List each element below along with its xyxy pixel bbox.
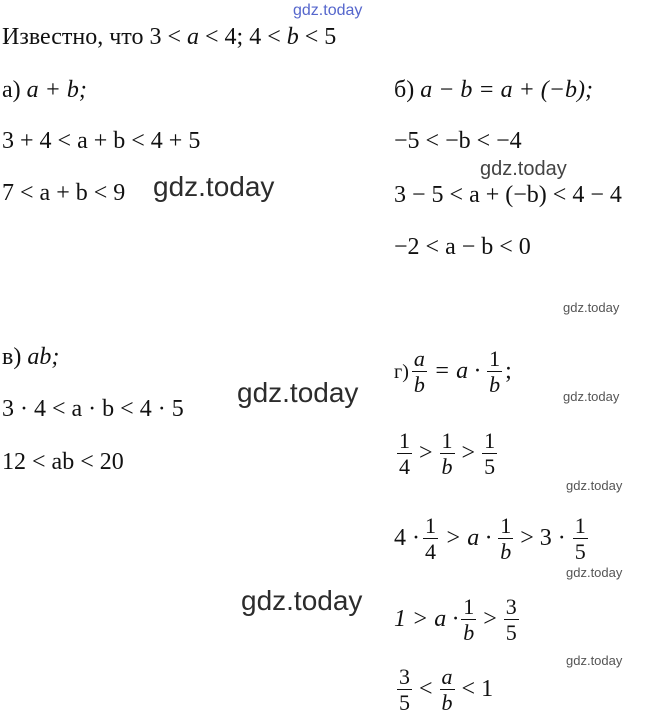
watermark-top: gdz.today <box>293 2 363 19</box>
var-b: b <box>286 24 299 50</box>
part-a-expr: a + b; <box>26 77 87 103</box>
fraction <box>498 514 513 563</box>
part-b-line-2: 3 − 5 < a + (−b) < 4 − 4 <box>394 182 622 208</box>
fraction-denominator: 5 <box>399 690 410 716</box>
fraction-denominator: b <box>489 372 501 398</box>
fraction <box>423 514 438 563</box>
fraction-numerator: 1 <box>441 428 453 453</box>
fraction-numerator: 1 <box>484 428 496 453</box>
fraction <box>412 347 427 396</box>
fraction-numerator: 1 <box>463 594 475 619</box>
part-a-line-2: 7 < a + b < 9 <box>2 180 126 206</box>
part-a-line-1: 3 + 4 < a + b < 4 + 5 <box>2 128 201 154</box>
part-v-label: в) <box>2 344 28 370</box>
expr-prefix: 1 > a · <box>394 606 459 633</box>
watermark: gdz.today <box>566 565 623 580</box>
operator: > 3 · <box>520 525 566 552</box>
part-b-line-1: −5 < −b < −4 <box>394 128 522 154</box>
watermark: gdz.today <box>241 585 363 616</box>
watermark: gdz.today <box>480 158 567 180</box>
part-g-label: г) <box>394 361 409 383</box>
fraction-denominator: b <box>500 539 512 565</box>
part-v-line-1: 3 · 4 < a · b < 4 · 5 <box>2 396 184 422</box>
semicolon: ; <box>505 358 512 385</box>
operator: = a · <box>433 358 481 385</box>
watermark: gdz.today <box>563 300 620 315</box>
part-a-heading <box>2 78 87 102</box>
fraction <box>397 665 412 714</box>
watermark: gdz.today <box>566 478 623 493</box>
fraction-numerator: a <box>413 346 425 371</box>
statement-prefix: Известно, что 3 < <box>2 24 188 50</box>
fraction <box>461 595 476 644</box>
operator: < 1 <box>461 676 494 703</box>
fraction-denominator: b <box>463 620 475 646</box>
fraction-numerator: 3 <box>399 664 410 689</box>
part-g-line-5 <box>394 665 497 714</box>
fraction-denominator: 5 <box>484 454 496 480</box>
fraction-numerator: 1 <box>500 513 512 538</box>
watermark: gdz.today <box>566 653 623 668</box>
fraction <box>440 665 455 714</box>
fraction-numerator: 1 <box>425 513 436 538</box>
fraction-numerator: 3 <box>505 594 517 619</box>
statement-end: < 5 <box>298 24 337 50</box>
fraction-denominator: b <box>441 690 453 716</box>
fraction <box>397 429 412 478</box>
part-b-heading <box>394 78 593 102</box>
fraction <box>504 595 519 644</box>
fraction-numerator: a <box>441 664 453 689</box>
part-b-line-3: −2 < a − b < 0 <box>394 234 531 260</box>
fraction-numerator: 1 <box>489 346 501 371</box>
fraction-denominator: b <box>441 454 453 480</box>
part-v-line-2: 12 < ab < 20 <box>2 449 124 475</box>
var-a: a <box>187 24 200 50</box>
part-a-label: а) <box>2 77 27 103</box>
part-g-line-3 <box>394 514 591 563</box>
problem-statement <box>2 25 336 49</box>
part-b-expr: a − b = a + (−b); <box>420 77 593 103</box>
part-g-line-2 <box>394 429 500 478</box>
fraction <box>440 429 455 478</box>
fraction <box>482 429 497 478</box>
fraction <box>573 514 588 563</box>
part-v-heading <box>2 345 59 369</box>
operator: > a · <box>445 525 492 552</box>
part-g-line-4 <box>394 595 522 644</box>
fraction-denominator: 4 <box>425 539 436 565</box>
part-g-line-1 <box>394 347 512 396</box>
fraction-numerator: 1 <box>399 428 410 453</box>
watermark: gdz.today <box>153 171 275 202</box>
statement-mid: < 4; 4 < <box>199 24 287 50</box>
watermark: gdz.today <box>563 389 620 404</box>
fraction-denominator: 5 <box>505 620 517 646</box>
part-b-label: б) <box>394 77 421 103</box>
fraction <box>487 347 502 396</box>
fraction-numerator: 1 <box>574 513 586 538</box>
operator: > <box>461 440 476 467</box>
fraction-denominator: 4 <box>399 454 410 480</box>
fraction-denominator: b <box>413 372 425 398</box>
part-v-expr: ab; <box>27 344 60 370</box>
operator: < <box>419 676 433 703</box>
expr-prefix: 4 · <box>394 525 420 552</box>
operator: > <box>419 440 433 467</box>
watermark: gdz.today <box>237 377 359 408</box>
fraction-denominator: 5 <box>574 539 586 565</box>
operator: > <box>483 606 497 633</box>
